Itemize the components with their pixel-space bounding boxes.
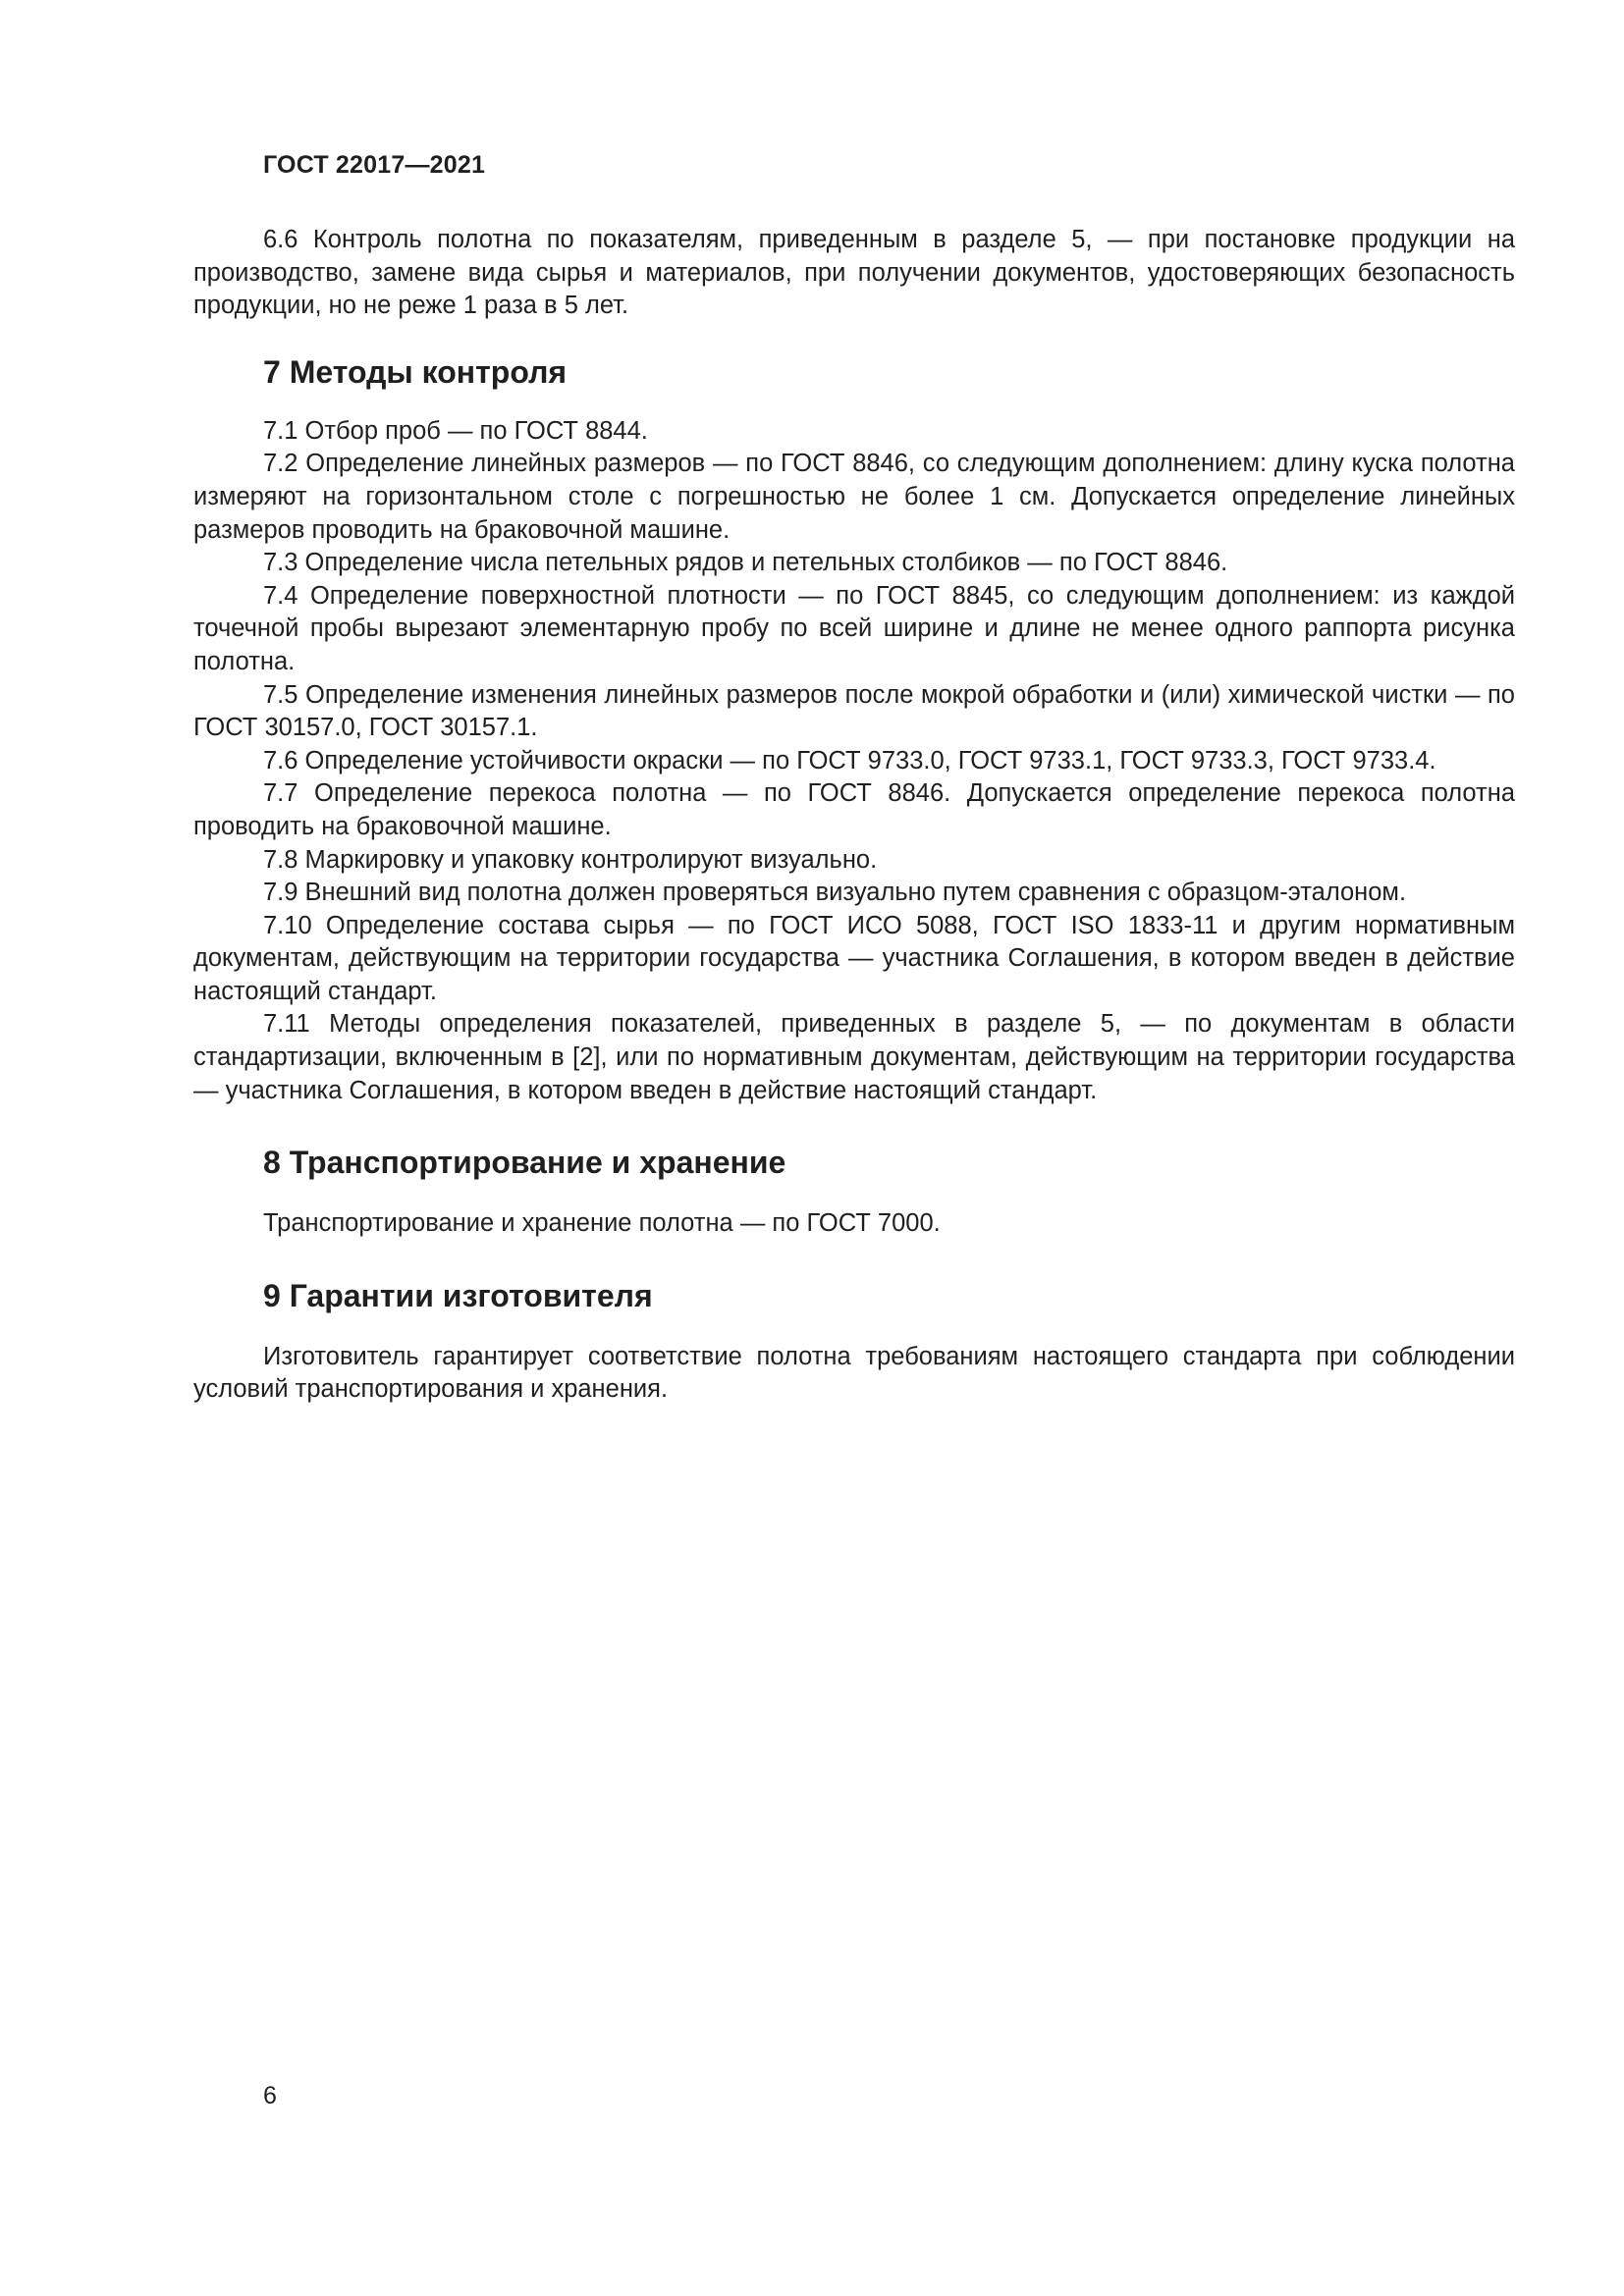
paragraph-7-1: 7.1 Отбор проб — по ГОСТ 8844.	[263, 416, 648, 445]
section-9-heading: 9 Гарантии изготовителя	[263, 1277, 653, 1313]
paragraph-7-5: 7.5 Определение изменения линейных размеров после мокрой обработки и (или) химической чистки — по ГОСТ 30157.0, ГОСТ 30157.1.	[193, 680, 1515, 742]
section-8-heading: 8 Транспортирование и хранение	[263, 1145, 786, 1181]
document-header: ГОСТ 22017—2021	[263, 151, 486, 179]
paragraph-7-10: 7.10 Определение состава сырья — по ГОСТ ИСО 5088, ГОСТ ISO 1833-11 и другим нормативным документам, действующим на территории государства — участника Соглашения, в котором введен в действие настоящий стандарт.	[193, 911, 1515, 1005]
paragraph-7-6: 7.6 Определение устойчивости окраски — по ГОСТ 9733.0, ГОСТ 9733.1, ГОСТ 9733.3, ГОСТ 9733.4.	[263, 746, 1436, 774]
paragraph-7-2: 7.2 Определение линейных размеров — по ГОСТ 8846, со следующим дополнением: длину куска полотна измеряют на горизонтальном столе с погрешностью не более 1 см. Допускается определение линейных размеров проводить на браковочной машине.	[193, 450, 1515, 544]
paragraph-7-4: 7.4 Определение поверхностной плотности — по ГОСТ 8845, со следующим дополнением: из каждой точечной пробы вырезают элементарную пробу по всей ширине и длине не менее одного раппорта рисунка полотна.	[193, 581, 1515, 675]
paragraph-9: Изготовитель гарантирует соответствие полотна требованиям настоящего стандарта при соблюдении условий транспортирования и хранения.	[193, 1342, 1515, 1404]
paragraph-7-9: 7.9 Внешний вид полотна должен проверяться визуально путем сравнения с образцом-эталоном.	[263, 879, 1407, 907]
section-7-heading: 7 Методы контроля	[263, 353, 568, 390]
paragraph-7-7: 7.7 Определение перекоса полотна — по ГОСТ 8846. Допускается определение перекоса полотна проводить на браковочной машине.	[193, 779, 1515, 840]
page-number: 6	[263, 2082, 277, 2109]
paragraph-7-11: 7.11 Методы определения показателей, приведенных в разделе 5, — по документам в области стандартизации, включенным в [2], или по нормативным документам, действующим на территории государства — участника Соглашения, в котором введен в действие настоящий стандарт.	[193, 1010, 1515, 1104]
document-body	[193, 224, 1515, 1407]
paragraph-7-3: 7.3 Определение числа петельных рядов и петельных столбиков — по ГОСТ 8846.	[263, 549, 1228, 577]
paragraph-7-8: 7.8 Маркировку и упаковку контролируют визуально.	[263, 845, 878, 874]
paragraph-6-6: 6.6 Контроль полотна по показателям, приведенным в разделе 5, — при постановке продукции на производство, замене вида сырья и материалов, при получении документов, удостоверяющих безопасность продукции, но не реже 1 раза в 5 лет.	[193, 226, 1515, 320]
paragraph-8: Транспортирование и хранение полотна — по ГОСТ 7000.	[263, 1209, 941, 1238]
